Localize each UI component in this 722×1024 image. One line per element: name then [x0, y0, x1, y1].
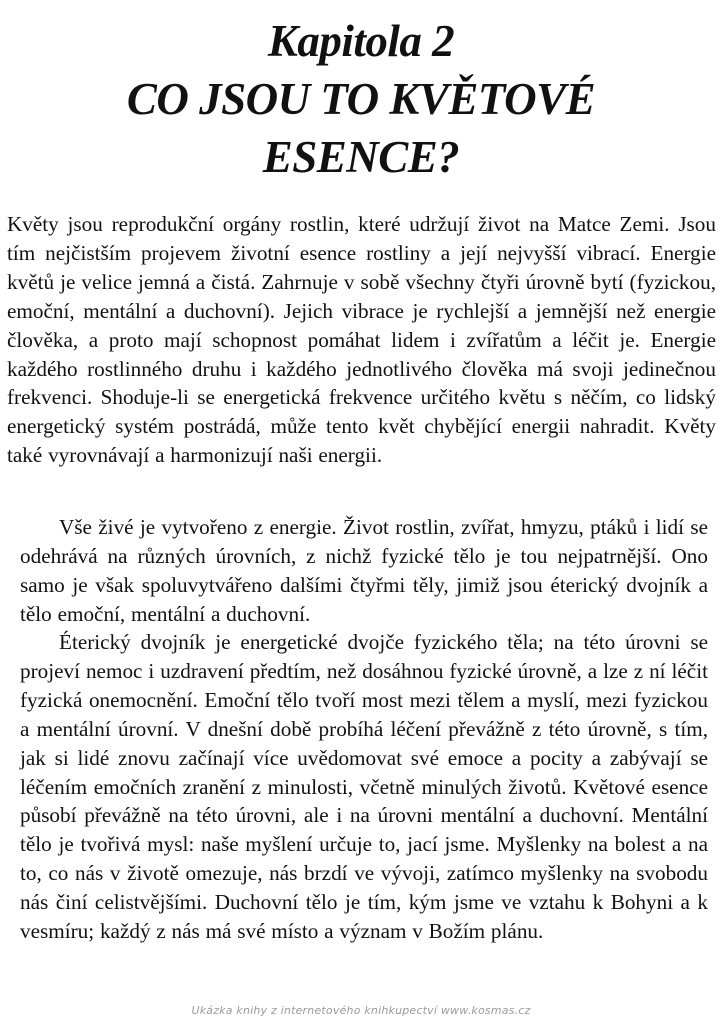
watermark: Ukázka knihy z internetového knihkupectví www.kosmas.cz [191, 1004, 531, 1017]
chapter-heading [0, 12, 722, 186]
chapter-title-line-1: CO JSOU TO KVĚTOVÉ [126, 74, 596, 124]
paragraph-1: Květy jsou reprodukční orgány rostlin, které udržují život na Matce Zemi. Jsou tím nejčistším projevem životní esence rostliny a její nejvyšší vibrací. Energie květů je velice jemná a čistá. Zahrnuje v sobě všechny čtyři úrovně bytí (fyzickou, emoční, mentální a duchovní). Jejich vibrace je rychlejší a jemnější než energie člověka, a proto mají schopnost pomáhat lidem i zvířatům a léčit je. Energie každého rostlinného druhu i každého jednotlivého člověka má svoji jedinečnou frekvenci. Shoduje-li se energetická frekvence určitého květu s něčím, co lidský energetický systém postrádá, může tento květ chybějící energii nahradit. Květy také vyrovnávají a harmonizují naši energii. [7, 212, 716, 468]
chapter-label: Kapitola 2 [267, 16, 455, 66]
chapter-title-line-2: ESENCE? [262, 132, 460, 182]
paragraph-2: Vše živé je vytvořeno z energie. Život rostlin, zvířat, hmyzu, ptáků i lidí se odehrává na různých úrovních, z nichž fyzické tělo je tou nejpatrnější. Ono samo je však spoluvytvářeno dalšími čtyřmi těly, jimiž jsou éterický dvojník a tělo emoční, mentální a duchovní. [20, 515, 708, 626]
paragraph-3: Éterický dvojník je energetické dvojče fyzického těla; na této úrovni se projeví nemoc i uzdravení předtím, než dosáhnou fyzické úrovně, a lze z ní léčit fyzická onemocnění. Emoční tělo tvoří most mezi tělem a myslí, mezi fyzickou a mentální úrovní. V dnešní době probíhá léčení převážně z této úrovně, s tím, jak si lidé znovu začínají více uvědomovat své emoce a pocity a zabývají se léčením emočních zranění z minulosti, včetně minulých životů. Květové esence působí převážně na této úrovni, ale i na úrovni mentální a duchovní. Mentální tělo je tvořivá mysl: naše myšlení určuje to, jací jsme. Myšlenky na bolest a na to, co nás v životě omezuje, nás brzdí ve vývoji, zatímco myšlenky na svobodu nás činí celistvějšími. Duchovní tělo je tím, kým jsme ve vztahu k Bohyni a k vesmíru; každý z nás má své místo a význam v Božím plánu. [20, 630, 708, 944]
